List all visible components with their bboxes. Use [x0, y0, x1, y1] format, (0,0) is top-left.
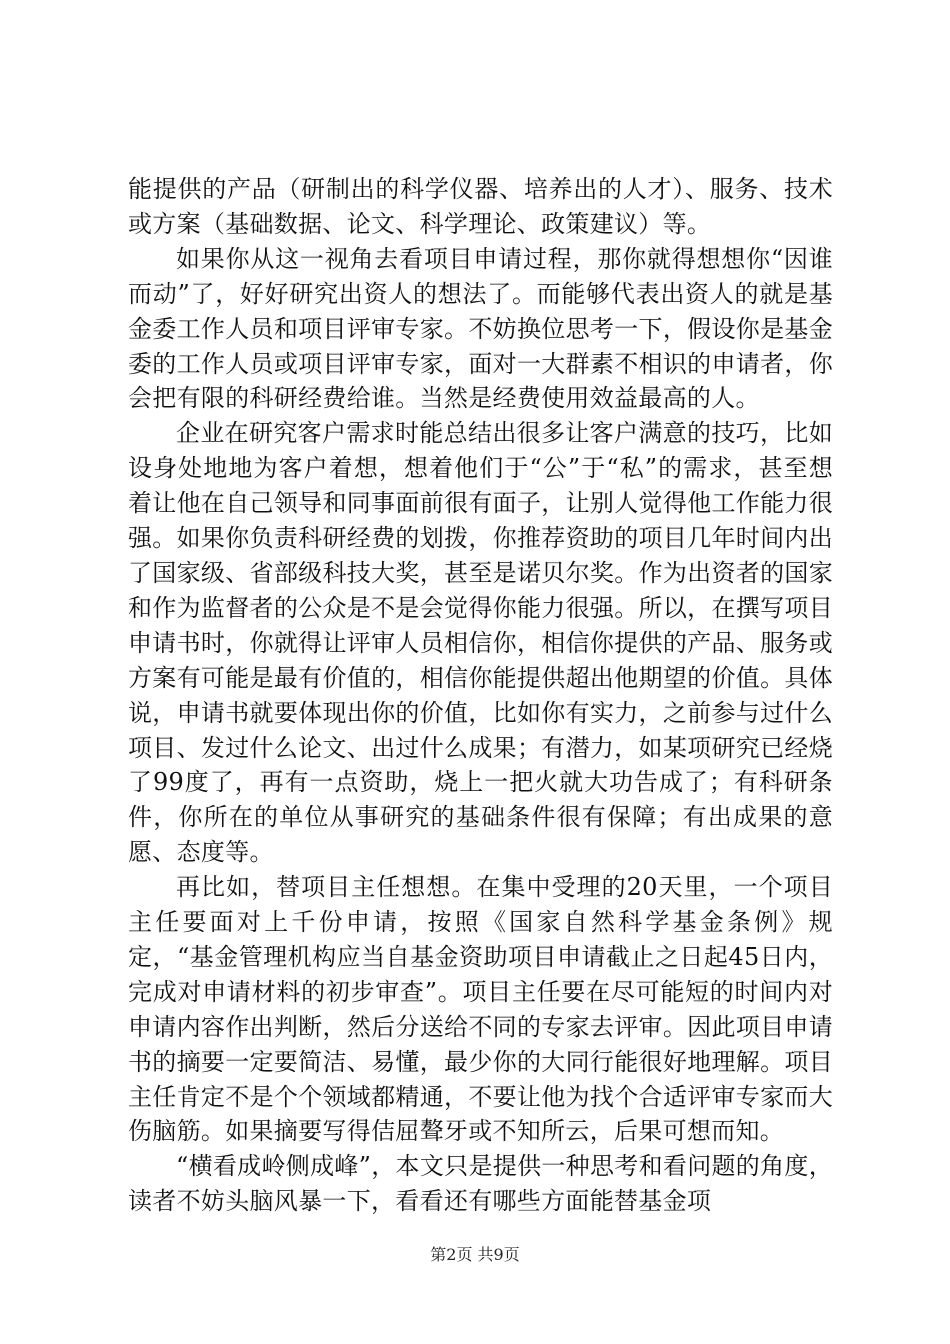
paragraph-5: “横看成岭侧成峰”，本文只是提供一种思考和看问题的角度，读者不妨头脑风暴一下，看看还有哪些方面能替基金项: [128, 1152, 833, 1216]
page-number-label: 第2页 共9页: [430, 1245, 520, 1264]
body-text: [128, 172, 833, 1219]
paragraph-2: 如果你从这一视角去看项目申请过程，那你就得想想你“因谁而动”了，好好研究出资人的想法了。而能够代表出资人的就是基金委工作人员和项目评审专家。不妨换位思考一下，假设你是基金委的工作人员或项目评审专家，面对一大群素不相识的申请者，你会把有限的科研经费给谁。当然是经费使用效益最高的人。: [128, 244, 833, 413]
paragraph-3: 企业在研究客户需求时能总结出很多让客户满意的技巧，比如设身处地地为客户着想，想着他们于“公”于“私”的需求，甚至想着让他在自己领导和同事面前很有面子，让别人觉得他工作能力很强。如果你负责科研经费的划拨，你推荐资助的项目几年时间内出了国家级、省部级科技大奖，甚至是诺贝尔奖。作为出资者的国家和作为监督者的公众是不是会觉得你能力很强。所以，在撰写项目申请书时，你就得让评审人员相信你，相信你提供的产品、服务或方案有可能是最有价值的，相信你能提供超出他期望的价值。具体说，申请书就要体现出你的价值，比如你有实力，之前参与过什么项目、发过什么论文、出过什么成果；有潜力，如某项研究已经烧了99度了，再有一点资助，烧上一把火就大功告成了；有科研条件，你所在的单位从事研究的基础条件很有保障；有出成果的意愿、态度等。: [128, 419, 833, 867]
paragraph-4: 再比如，替项目主任想想。在集中受理的20天里，一个项目主任要面对上千份申请，按照《国家自然科学基金条例》规定，“基金管理机构应当自基金资助项目申请截止之日起45日内，完成对申请材料的初步审查”。项目主任要在尽可能短的时间内对申请内容作出判断，然后分送给不同的专家去评审。因此项目申请书的摘要一定要简洁、易懂，最少你的大同行能很好地理解。项目主任肯定不是个个领域都精通，不要让他为找个合适评审专家而大伤脑筋。如果摘要写得佶屈聱牙或不知所云，后果可想而知。: [128, 873, 833, 1146]
paragraph-1: 能提供的产品（研制出的科学仪器、培养出的人才）、服务、技术或方案（基础数据、论文、科学理论、政策建议）等。: [128, 175, 833, 238]
page-footer: [0, 1245, 950, 1265]
